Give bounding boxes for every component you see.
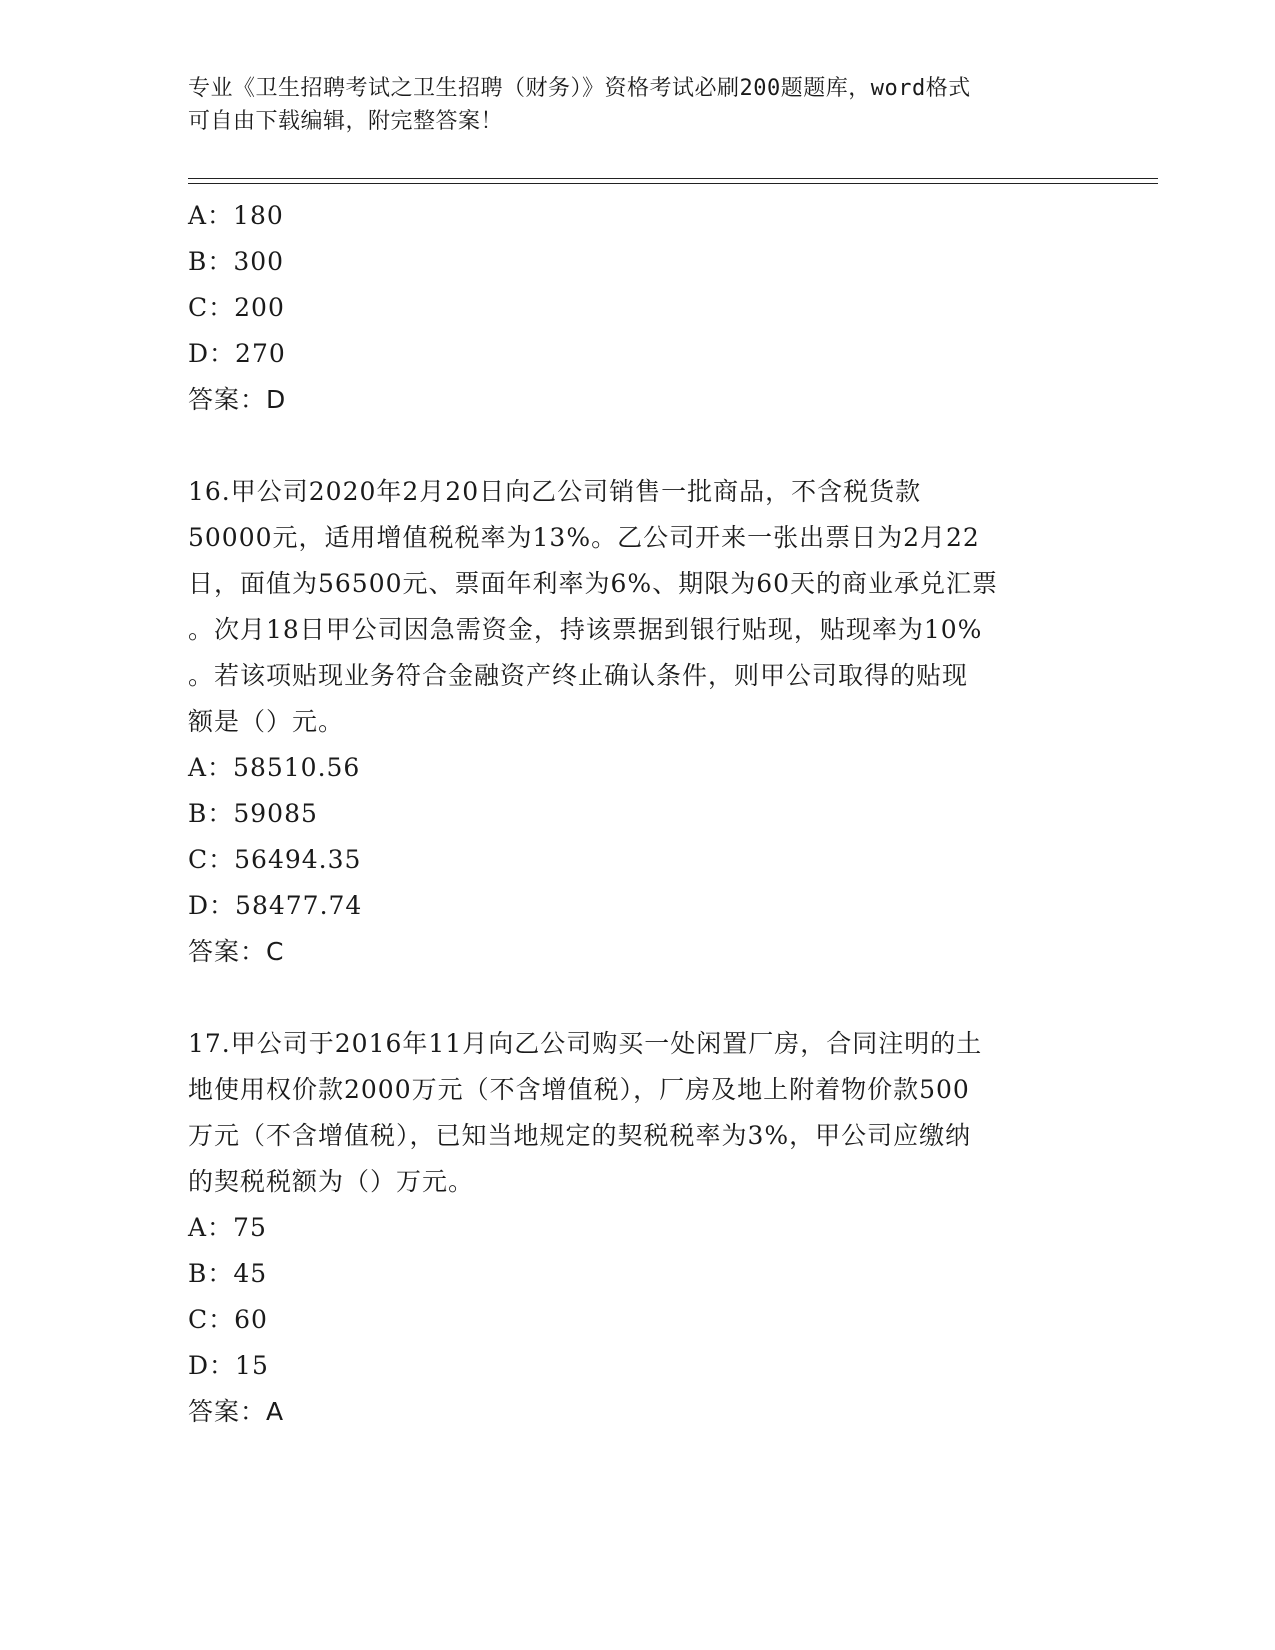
option-a: A：75 — [188, 1213, 267, 1242]
question-16-block — [188, 469, 1088, 975]
option-c: C：200 — [188, 293, 285, 322]
option-d: D：270 — [188, 339, 286, 368]
option-b: B：59085 — [188, 799, 318, 828]
spacer — [188, 423, 1088, 469]
question-content — [188, 193, 1088, 1435]
option-d: D：15 — [188, 1351, 269, 1380]
document-header — [188, 72, 1088, 138]
answer-line: 答案：C — [188, 937, 285, 966]
option-d: D：58477.74 — [188, 891, 363, 920]
option-b: B：300 — [188, 247, 285, 276]
header-divider-bottom — [188, 183, 1158, 184]
question-text-line: 额是（）元。 — [188, 707, 345, 736]
question-text-line: 日，面值为56500元、票面年利率为6%、期限为60天的商业承兑汇票 — [188, 569, 999, 598]
answer-line: 答案：D — [188, 385, 287, 414]
header-line-2: 可自由下载编辑，附完整答案！ — [188, 109, 504, 134]
option-c: C：60 — [188, 1305, 268, 1334]
question-text-line: 地使用权价款2000万元（不含增值税），厂房及地上附着物价款500 — [188, 1075, 970, 1104]
option-c: C：56494.35 — [188, 845, 362, 874]
option-a: A：58510.56 — [188, 753, 361, 782]
header-divider-top — [188, 178, 1158, 179]
question-text-line: 万元（不含增值税），已知当地规定的契税税率为3%，甲公司应缴纳 — [188, 1121, 972, 1150]
question-text-line: 17.甲公司于2016年11月向乙公司购买一处闲置厂房，合同注明的土 — [188, 1029, 983, 1058]
answer-line: 答案：A — [188, 1397, 285, 1426]
question-text-line: 。次月18日甲公司因急需资金，持该票据到银行贴现，贴现率为10% — [188, 615, 983, 644]
spacer — [188, 975, 1088, 1021]
header-line-1: 专业《卫生招聘考试之卫生招聘（财务）》资格考试必刷200题题库，word格式 — [188, 76, 971, 101]
question-text-line: 16.甲公司2020年2月20日向乙公司销售一批商品，不含税货款 — [188, 477, 922, 506]
question-text-line: 50000元，适用增值税税率为13%。乙公司开来一张出票日为2月22 — [188, 523, 980, 552]
question-text-line: 。若该项贴现业务符合金融资产终止确认条件，则甲公司取得的贴现 — [188, 661, 969, 690]
option-b: B：45 — [188, 1259, 268, 1288]
option-a: A：180 — [188, 201, 284, 230]
question-text-line: 的契税税额为（）万元。 — [188, 1167, 475, 1196]
question-17-block — [188, 1021, 1088, 1435]
question-15-block — [188, 193, 1088, 423]
